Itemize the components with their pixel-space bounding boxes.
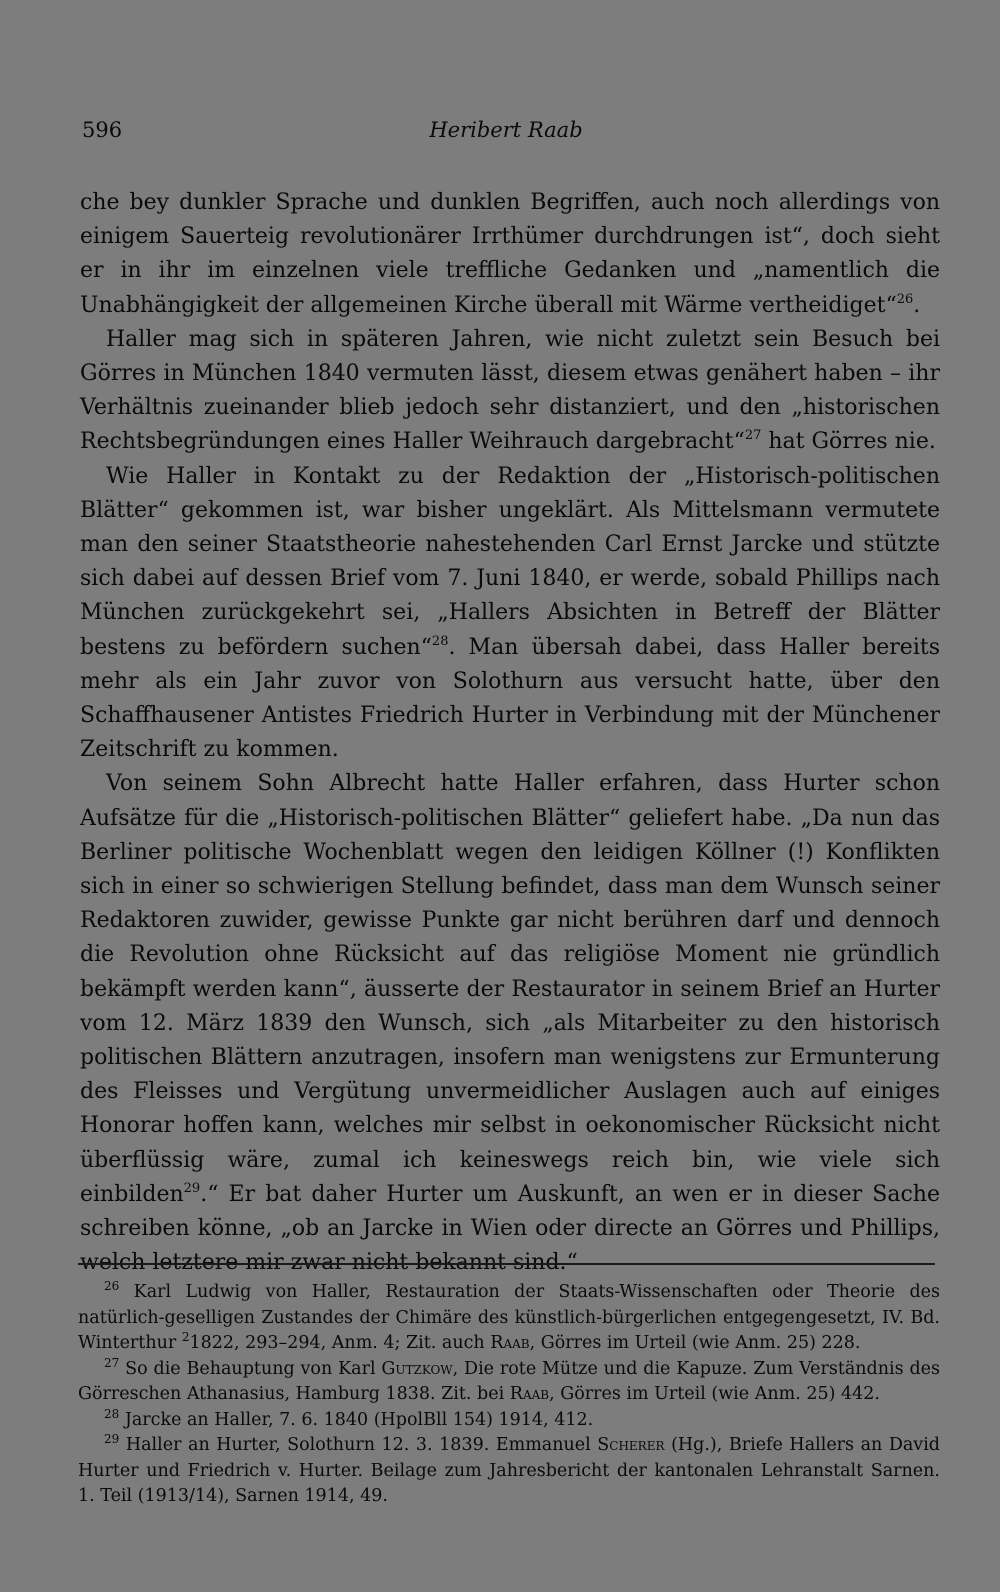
author-name: Raab [509,1384,550,1404]
footnote-26 [78,1280,940,1357]
page-header [82,118,930,148]
footnote-ref-27: 27 [744,428,762,444]
edition-superscript: 2 [181,1330,190,1344]
author-name: Raab [490,1333,530,1353]
footnote-ref-29: 29 [183,1180,201,1196]
paragraph-1-text: che bey dunkler Sprache und dunklen Begriffen, auch noch allerdings von einigem Sauerteig revolutionärer Irrthümer durchdrungen ist“, doch sieht er in ihr im einzelnen viele treffliche Gedanken und „namentlich die Unabhängigkeit der allgemeinen Kirche überall mit Wärme vertheidiget“ [80,190,940,318]
author-name: Gutzkow [381,1358,453,1379]
footnote-number: 27 [104,1355,120,1370]
paragraph-1 [80,186,940,323]
footnote-text: , Die rote Mütze und die Kapuze. Zum Verständnis des Görreschen Athanasius, Hamburg 1838. Zit. bei [78,1358,940,1404]
footnote-28 [78,1408,940,1434]
running-head: Heribert Raab [429,118,583,142]
paragraph-4-text-b: .“ Er bat daher Hurter um Auskunft, an wen er in dieser Sache schreiben könne, „ob an Jarcke in Wien oder directe an Görres und Phillips, welch letztere mir zwar nicht bekannt sind.“ [80,1181,940,1276]
paragraph-4 [80,767,940,1280]
footnote-number: 26 [104,1279,120,1293]
footnote-text: , Görres im Urteil (wie Anm. 25) 228. [529,1333,861,1353]
paragraph-3-text-a: Wie Haller in Kontakt zu der Redaktion der „Historisch-politischen Blätter“ gekommen ist, war bisher ungeklärt. Als Mittelsmann vermutete man den seiner Staatstheorie nahestehenden Carl Ernst Jarcke und stützte sich dabei auf dessen Brief vom 7. Juni 1840, er werde, sobald Phillips nach München zurückgekehrt sei, „Hallers Absichten in Betreff der Blätter bestens zu befördern suchen“ [80,463,940,660]
footnote-27 [78,1357,940,1408]
footnote-ref-28: 28 [431,633,449,649]
footnote-text: Haller an Hurter, Solothurn 12. 3. 1839. Emmanuel [125,1435,598,1455]
footnote-text: So die Behauptung von Karl [125,1358,382,1379]
footnote-text: Karl Ludwig von Haller, Restauration der Staats-Wissenschaften oder Theorie des natürlich-geselligen Zustandes der Chimäre des künstlich-bürgerlichen entgegengesetzt, IV. Bd. Winterthur [78,1282,940,1353]
paragraph-2 [80,323,940,460]
paragraph-2-text-a: Haller mag sich in späteren Jahren, wie nicht zuletzt sein Besuch bei Görres in München 1840 vermuten lässt, diesem etwas genähert haben – ihr Verhältnis zueinander blieb jedoch sehr distanziert, und den „historischen Rechtsbegründungen eines Haller Weihrauch dargebracht“ [80,326,940,455]
paragraph-3 [80,460,940,768]
footnote-ref-26: 26 [896,291,914,307]
footnote-text: (Hg.), Briefe Hallers an David Hurter und Friedrich v. Hurter. Beilage zum Jahresbericht der kantonalen Lehranstalt Sarnen. 1. Teil (1913/14), Sarnen 1914, 49. [78,1435,940,1506]
footnote-text: , Görres im Urteil (wie Anm. 25) 442. [549,1384,880,1404]
footnotes [78,1280,940,1510]
paragraph-3-text-b: . Man übersah dabei, dass Haller bereits mehr als ein Jahr zuvor von Solothurn aus versucht hatte, über den Schaffhausener Antistes Friedrich Hurter in Verbindung mit der Münchener Zeitschrift zu kommen. [80,634,940,763]
footnote-text: 1822, 293–294, Anm. 4; Zit. auch [189,1333,491,1353]
paragraph-4-text-a: Von seinem Sohn Albrecht hatte Haller erfahren, dass Hurter schon Aufsätze für die „Historisch-politischen Blätter“ geliefert habe. „Da nun das Berliner politische Wochenblatt wegen den leidigen Köllner (!) Konflikten sich in einer so schwierigen Stellung befindet, dass man dem Wunsch seiner Redaktoren zuwider, gewisse Punkte gar nicht berühren darf und dennoch die Revolution ohne Rücksicht auf das religiöse Moment nie gründlich bekämpft werden kann“, äusserte der Restaurator in seinem Brief an Hurter vom 12. März 1839 den Wunsch, sich „als Mitarbeiter zu den historisch politischen Blättern anzutragen, insofern man wenigstens zur Ermunterung des Fleisses und Vergütung unvermeidlicher Auslagen auch auf einiges Honorar hoffen kann, welches mir selbst in oekonomischer Rücksicht nicht überflüssig wäre, zumal ich keineswegs reich bin, wie viele sich einbilden [80,771,940,1207]
main-text [80,186,940,1281]
footnote-text: Jarcke an Haller, 7. 6. 1840 (HpolBll 154) 1914, 412. [124,1409,594,1430]
footnote-number: 29 [104,1432,120,1446]
footnote-number: 28 [104,1406,120,1421]
author-name: Scherer [597,1435,665,1455]
footnote-separator [78,1263,935,1265]
paragraph-1-end: . [913,292,921,318]
paragraph-2-text-b: hat Görres nie. [761,429,936,455]
page-number: 596 [82,118,123,142]
footnote-29 [78,1433,940,1510]
